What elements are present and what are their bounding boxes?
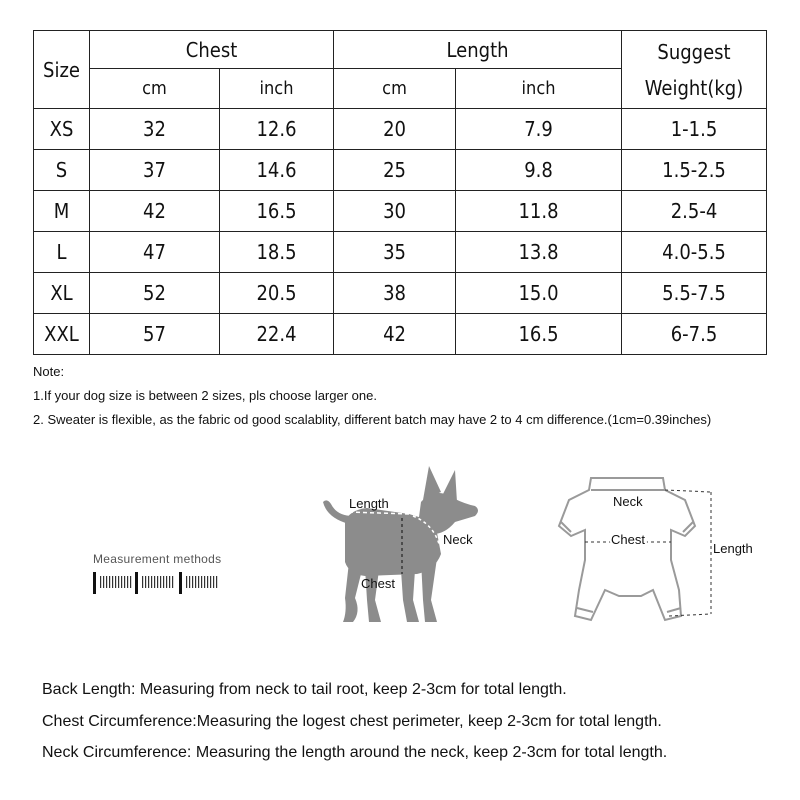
length-header: Length [334, 31, 622, 69]
chest-cm-cell: 42 [90, 191, 220, 232]
measurement-methods [93, 552, 221, 599]
table-row [34, 150, 767, 191]
weight-cell: 1.5-2.5 [622, 150, 767, 191]
size-chart-table [33, 30, 767, 355]
weight-header-line1: Suggest [657, 39, 731, 64]
dog-measurement-diagram [305, 462, 495, 632]
weight-cell: 2.5-4 [622, 191, 767, 232]
weight-cell: 6-7.5 [622, 314, 767, 355]
neck-definition: Neck Circumference: Measuring the length around the neck, keep 2-3cm for total length. [42, 744, 668, 761]
length-cm-header: cm [334, 69, 456, 109]
weight-cell: 5.5-7.5 [622, 273, 767, 314]
chest-inch-cell: 20.5 [220, 273, 334, 314]
table-row [34, 109, 767, 150]
garment-length-label: Length [713, 541, 753, 556]
size-cell: M [34, 191, 90, 232]
chest-inch-header: inch [220, 69, 334, 109]
chest-inch-cell: 16.5 [220, 191, 334, 232]
chest-cm-cell: 57 [90, 314, 220, 355]
chest-cm-cell: 32 [90, 109, 220, 150]
length-cm-cell: 42 [334, 314, 456, 355]
weight-cell: 1-1.5 [622, 109, 767, 150]
notes-title: Note: [33, 364, 65, 379]
back-length-definition: Back Length: Measuring from neck to tail root, keep 2-3cm for total length. [42, 681, 567, 698]
length-cm-cell: 30 [334, 191, 456, 232]
length-inch-cell: 15.0 [456, 273, 622, 314]
table-row [34, 191, 767, 232]
weight-cell: 4.0-5.5 [622, 232, 767, 273]
length-inch-cell: 7.9 [456, 109, 622, 150]
length-inch-cell: 13.8 [456, 232, 622, 273]
chest-inch-cell: 12.6 [220, 109, 334, 150]
weight-header [622, 31, 767, 109]
chest-cm-cell: 37 [90, 150, 220, 191]
length-inch-cell: 11.8 [456, 191, 622, 232]
note-line-2: 2. Sweater is flexible, as the fabric od good scalablity, different batch may have 2 to 4 cm difference.(1cm=0.39inches) [33, 412, 712, 427]
size-cell: L [34, 232, 90, 273]
length-cm-cell: 38 [334, 273, 456, 314]
chest-definition: Chest Circumference:Measuring the logest chest perimeter, keep 2-3cm for total length. [42, 712, 662, 730]
garment-chest-label: Chest [611, 532, 645, 547]
measurement-definitions [42, 674, 667, 769]
length-cm-cell: 20 [334, 109, 456, 150]
chest-inch-cell: 18.5 [220, 232, 334, 273]
size-cell: XL [34, 273, 90, 314]
table-row [34, 232, 767, 273]
note-line-1: 1.If your dog size is between 2 sizes, pls choose larger one. [33, 388, 377, 403]
chest-cm-header: cm [90, 69, 220, 109]
chest-inch-cell: 14.6 [220, 150, 334, 191]
measurement-methods-label: Measurement methods [93, 552, 222, 566]
size-header: Size [34, 31, 90, 109]
length-inch-cell: 9.8 [456, 150, 622, 191]
notes-section [33, 360, 711, 432]
chest-cm-cell: 47 [90, 232, 220, 273]
chest-cm-cell: 52 [90, 273, 220, 314]
chest-header: Chest [90, 31, 334, 69]
chest-inch-cell: 22.4 [220, 314, 334, 355]
garment-neck-label: Neck [613, 494, 643, 509]
dog-length-label: Length [349, 496, 389, 511]
weight-header-line2: Weight(kg) [644, 75, 744, 100]
size-cell: S [34, 150, 90, 191]
length-inch-cell: 16.5 [456, 314, 622, 355]
size-cell: XXL [34, 314, 90, 355]
length-inch-header: inch [456, 69, 622, 109]
dog-chest-label: Chest [361, 576, 395, 591]
size-cell: XS [34, 109, 90, 150]
length-cm-cell: 25 [334, 150, 456, 191]
table-row [34, 314, 767, 355]
ruler-icon [93, 572, 221, 594]
garment-measurement-diagram [545, 470, 775, 630]
dog-neck-label: Neck [443, 532, 473, 547]
length-cm-cell: 35 [334, 232, 456, 273]
table-row [34, 273, 767, 314]
